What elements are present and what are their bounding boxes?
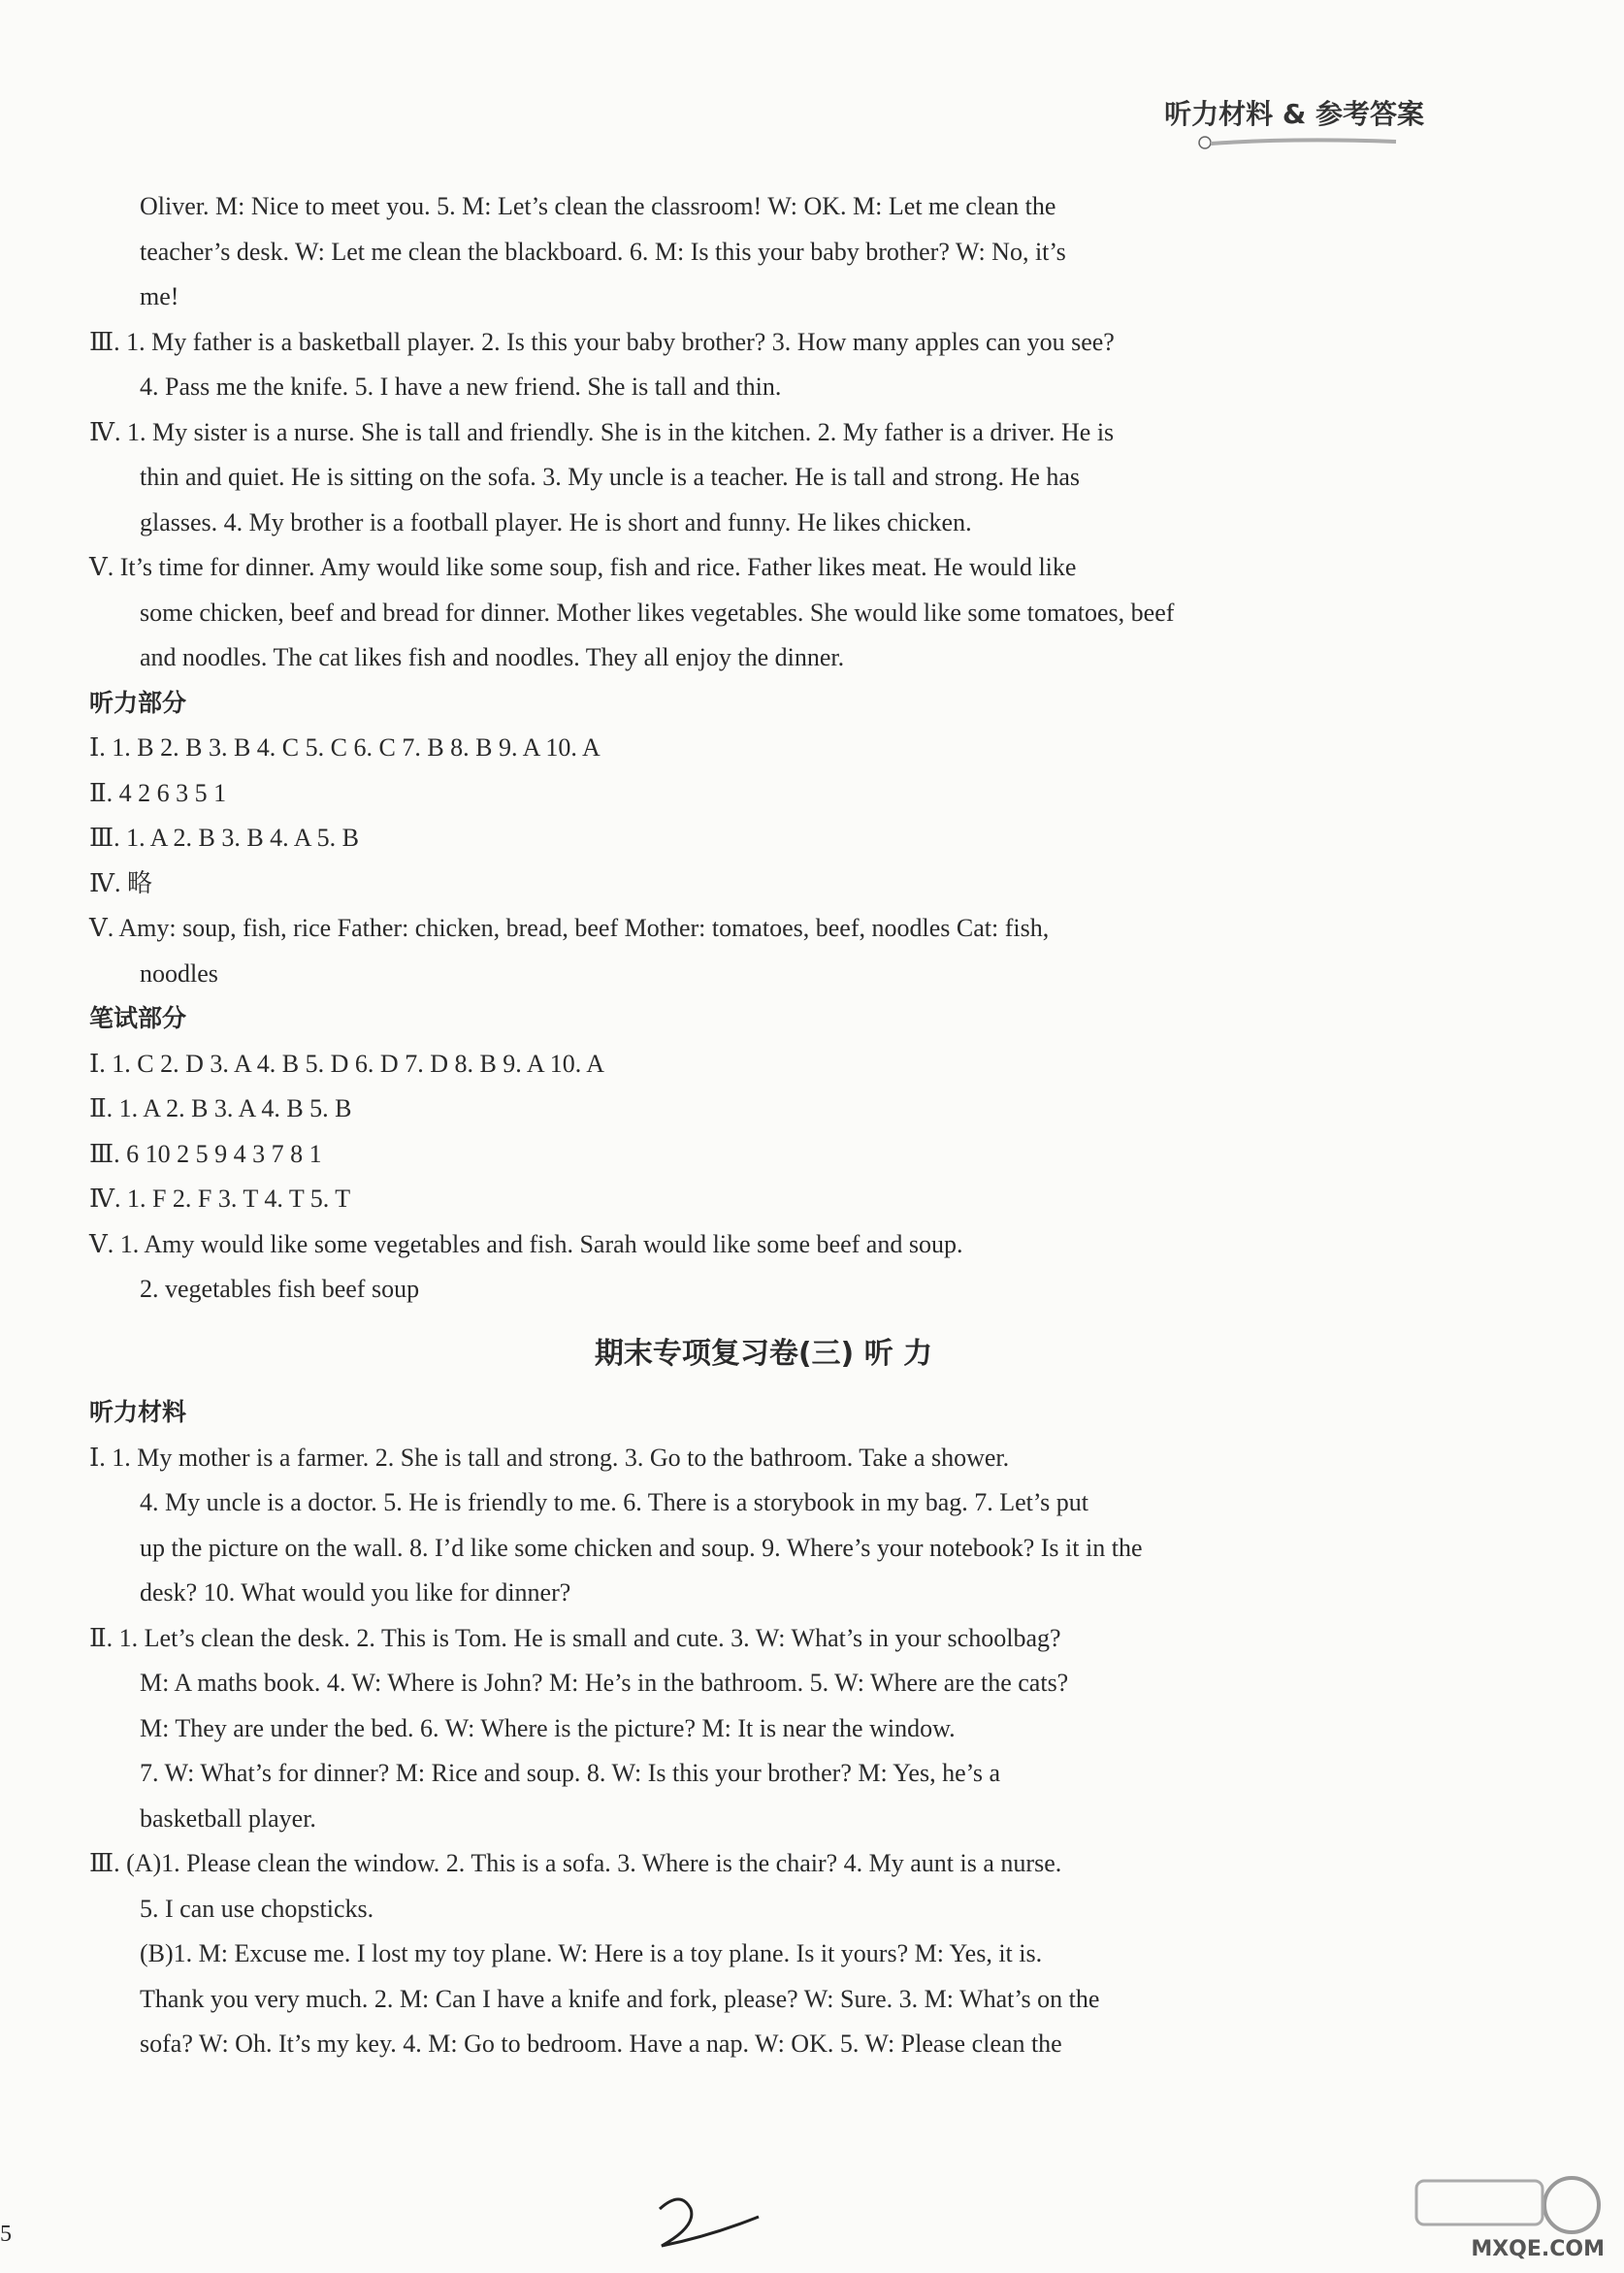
text-line: 2. vegetables fish beef soup <box>140 1275 420 1303</box>
text-line: desk? 10. What would you like for dinner? <box>140 1578 571 1607</box>
watermark-text: MXQE.COM <box>1471 2237 1605 2261</box>
text-line: me! <box>140 282 179 310</box>
text-line: noodles <box>140 958 218 988</box>
text-line: 4. My uncle is a doctor. 5. He is friendly to me. 6. There is a storybook in my bag. 7. Let’s put <box>140 1488 1088 1516</box>
section-heading: 听力材料 <box>89 1398 187 1426</box>
text-line: Ⅴ. 1. Amy would like some vegetables and fish. Sarah would like some beef and soup. <box>89 1229 963 1258</box>
text-line: some chicken, beef and bread for dinner. Mother likes vegetables. She would like some tomatoes, beef <box>140 598 1175 627</box>
header-swoosh-decoration <box>1197 136 1401 149</box>
text-line: M: They are under the bed. 6. W: Where is the picture? M: It is near the window. <box>140 1713 956 1742</box>
text-line: Ⅱ. 4 2 6 3 5 1 <box>89 778 227 807</box>
text-line: Ⅳ. 1. My sister is a nurse. She is tall and friendly. She is in the kitchen. 2. My father is a driver. He is <box>89 417 1115 446</box>
text-line: and noodles. The cat likes fish and noodles. They all enjoy the dinner. <box>140 643 845 671</box>
text-line: 7. W: What’s for dinner? M: Rice and soup. 8. W: Is this your brother? M: Yes, he’s a <box>140 1759 1001 1787</box>
text-line: Ⅳ. 略 <box>89 868 152 897</box>
text-line: Ⅲ. 1. My father is a basketball player. 2. Is this your baby brother? 3. How many apples can you see? <box>89 327 1115 356</box>
text-line: (B)1. M: Excuse me. I lost my toy plane. W: Here is a toy plane. Is it yours? M: Yes, it is. <box>140 1939 1043 1967</box>
handwritten-mark <box>652 2188 768 2256</box>
text-line: glasses. 4. My brother is a football player. He is short and funny. He likes chicken. <box>140 507 972 536</box>
text-line: Ⅱ. 1. A 2. B 3. A 4. B 5. B <box>89 1094 352 1122</box>
section-title: 期末专项复习卷(三) 听 力 <box>594 1336 933 1371</box>
text-line: Ⅲ. (A)1. Please clean the window. 2. This is a sofa. 3. Where is the chair? 4. My aunt is a nurse. <box>89 1849 1062 1877</box>
text-line: Ⅰ. 1. B 2. B 3. B 4. C 5. C 6. C 7. B 8. B 9. A 10. A <box>89 733 601 762</box>
section-heading: 笔试部分 <box>89 1004 187 1032</box>
header-title: 听力材料 & 参考答案 <box>1164 98 1424 130</box>
text-line: 5. I can use chopsticks. <box>140 1894 374 1923</box>
document-body <box>89 184 1438 2067</box>
text-line: Ⅳ. 1. F 2. F 3. T 4. T 5. T <box>89 1185 351 1213</box>
text-line: Ⅰ. 1. My mother is a farmer. 2. She is tall and strong. 3. Go to the bathroom. Take a shower. <box>89 1443 1010 1472</box>
text-line: M: A maths book. 4. W: Where is John? M: He’s in the bathroom. 5. W: Where are the cats? <box>140 1669 1069 1697</box>
text-line: 4. Pass me the knife. 5. I have a new friend. She is tall and thin. <box>140 373 782 401</box>
text-line: Ⅰ. 1. C 2. D 3. A 4. B 5. D 6. D 7. D 8. B 9. A 10. A <box>89 1049 605 1078</box>
text-line: Ⅴ. Amy: soup, fish, rice Father: chicken, bread, beef Mother: tomatoes, beef, noodles Cat: fish, <box>89 914 1050 942</box>
text-line: basketball player. <box>140 1803 316 1833</box>
text-line: teacher’s desk. W: Let me clean the blackboard. 6. M: Is this your baby brother? W: No, it’s <box>140 237 1066 266</box>
text-line: thin and quiet. He is sitting on the sofa. 3. My uncle is a teacher. He is tall and strong. He has <box>140 463 1081 491</box>
text-line: Oliver. M: Nice to meet you. 5. M: Let’s clean the classroom! W: OK. M: Let me clean the <box>140 192 1056 220</box>
text-line: Ⅱ. 1. Let’s clean the desk. 2. This is Tom. He is small and cute. 3. W: What’s in your schoolbag? <box>89 1623 1061 1652</box>
text-line: Thank you very much. 2. M: Can I have a knife and fork, please? W: Sure. 3. M: What’s on the <box>140 1984 1100 2013</box>
text-line: Ⅴ. It’s time for dinner. Amy would like some soup, fish and rice. Father likes meat. He would like <box>89 553 1077 581</box>
page-number: 5 <box>0 2222 12 2247</box>
section-heading: 听力部分 <box>89 688 187 717</box>
text-line: up the picture on the wall. 8. I’d like some chicken and soup. 9. Where’s your notebook? Is it in the <box>140 1533 1143 1562</box>
text-line: Ⅲ. 1. A 2. B 3. B 4. A 5. B <box>89 824 359 852</box>
text-line: sofa? W: Oh. It’s my key. 4. M: Go to bedroom. Have a nap. W: OK. 5. W: Please clean the <box>140 2029 1062 2058</box>
text-line: Ⅲ. 6 10 2 5 9 4 3 7 8 1 <box>89 1139 322 1168</box>
